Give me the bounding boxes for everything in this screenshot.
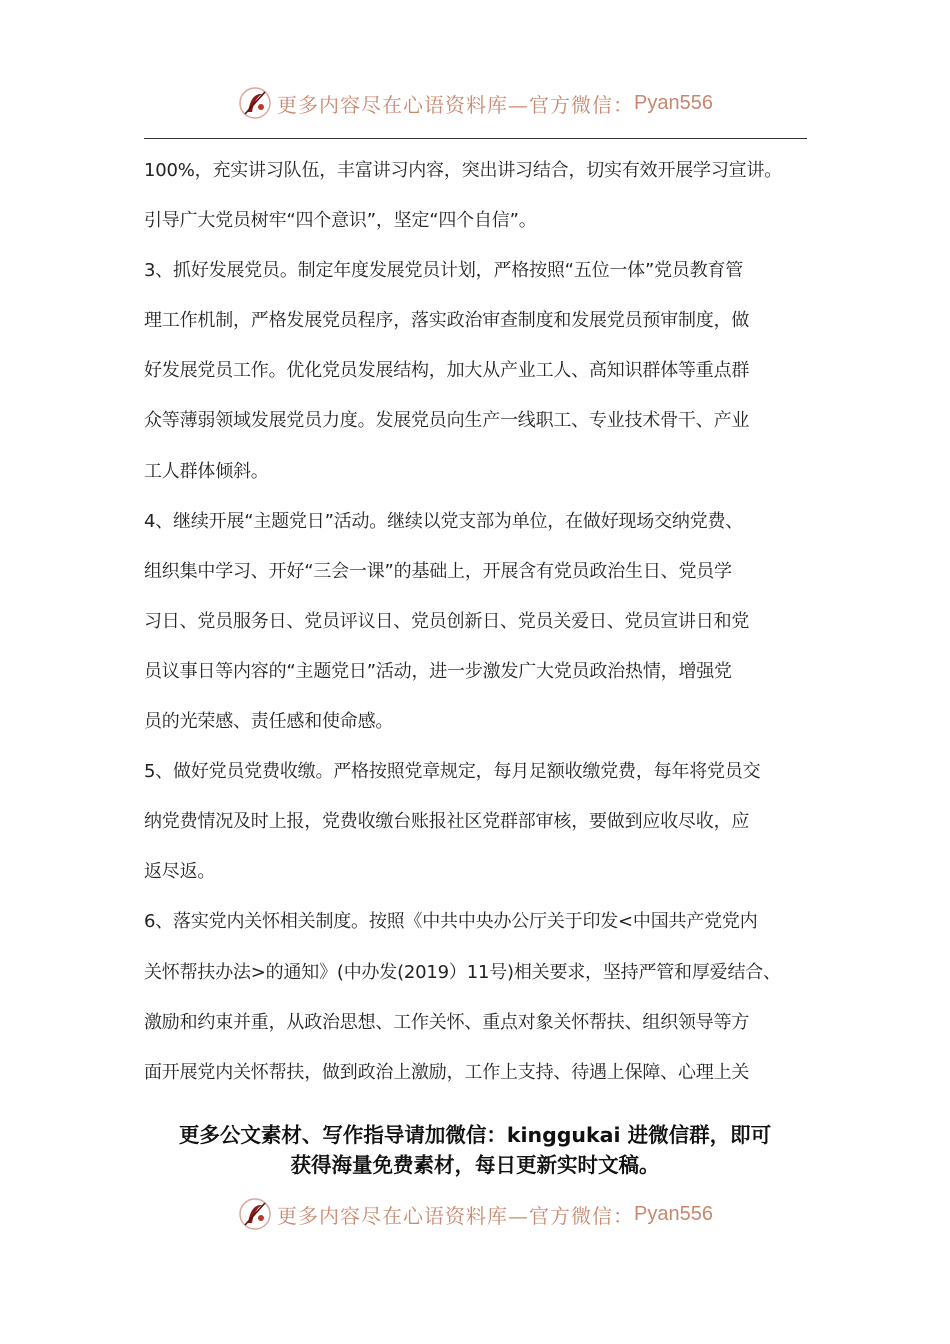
promo-line-1: 更多公文素材、写作指导请加微信：kinggukai 进微信群，即可 (178, 1123, 772, 1147)
header-site-text: 更多内容尽在心语资料库—官方微信： (277, 92, 635, 117)
text-line: 员的光荣感、责任感和使命感。 (144, 711, 394, 733)
footer-site-text: 更多内容尽在心语资料库—官方微信： (277, 1203, 635, 1228)
footer-wechat-id: Pyan556 (634, 1202, 713, 1225)
text-line: 组织集中学习、开好“三会一课”的基础上，开展含有党员政治生日、党员学 (144, 560, 732, 582)
brand-logo-icon (237, 1196, 273, 1232)
text-line: 好发展党员工作。优化党员发展结构，加大从产业工人、高知识群体等重点群 (144, 360, 750, 382)
text-line: 引导广大党员树牢“四个意识”，坚定“四个自信”。 (144, 210, 537, 232)
text-line: 4、继续开展“主题党日”活动。继续以党支部为单位，在做好现场交纳党费、 (144, 510, 744, 532)
text-line: 习日、党员服务日、党员评议日、党员创新日、党员关爱日、党员宣讲日和党 (144, 610, 750, 632)
document-body (144, 146, 807, 1098)
text-line: 纳党费情况及时上报，党费收缴台账报社区党群部审核，要做到应收尽收，应 (144, 811, 750, 833)
text-line: 众等薄弱领域发展党员力度。发展党员向生产一线职工、专业技术骨干、产业 (144, 410, 750, 432)
text-line: 3、抓好发展党员。制定年度发展党员计划，严格按照“五位一体”党员教育管 (144, 260, 744, 282)
text-line: 返尽返。 (144, 861, 216, 883)
text-line: 关怀帮扶办法>的通知》(中办发(2019）11号)相关要求，坚持严管和厚爱结合、 (144, 961, 781, 983)
text-line: 理工作机制，严格发展党员程序，落实政治审查制度和发展党员预审制度，做 (144, 310, 750, 332)
header-wechat-id: Pyan556 (634, 91, 713, 114)
header-divider (144, 138, 807, 139)
text-line: 工人群体倾斜。 (144, 460, 269, 482)
text-line: 员议事日等内容的“主题党日”活动，进一步激发广大党员政治热情，增强党 (144, 660, 732, 682)
promo-line-2: 获得海量免费素材，每日更新实时文稿。 (290, 1153, 660, 1177)
text-line: 100%，充实讲习队伍，丰富讲习内容，突出讲习结合，切实有效开展学习宣讲。 (144, 160, 783, 181)
text-line: 6、落实党内关怀相关制度。按照《中共中央办公厅关于印发<中国共产党党内 (144, 911, 758, 933)
text-line: 5、做好党员党费收缴。严格按照党章规定，每月足额收缴党费，每年将党员交 (144, 761, 761, 783)
brand-logo-icon (237, 85, 273, 121)
text-line: 激励和约束并重，从政治思想、工作关怀、重点对象关怀帮扶、组织领导等方 (144, 1011, 750, 1033)
promo-notice (100, 1120, 850, 1180)
footer-banner (0, 1194, 950, 1234)
header-banner (0, 83, 950, 123)
text-line: 面开展党内关怀帮扶，做到政治上激励，工作上支持、待遇上保障、心理上关 (144, 1061, 750, 1083)
